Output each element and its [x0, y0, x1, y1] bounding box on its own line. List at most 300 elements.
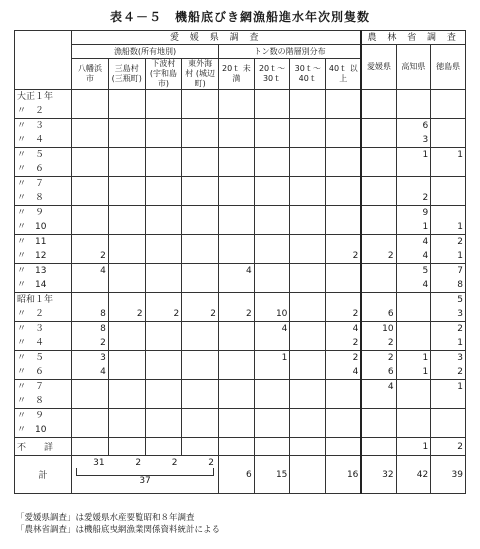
- data-cell: [431, 293, 466, 322]
- cell-value: [257, 409, 288, 423]
- cell-value: [399, 307, 429, 321]
- cell-value: 2: [100, 251, 106, 261]
- cell-value: [74, 133, 106, 147]
- cell-value: [111, 148, 143, 162]
- cell-value: [111, 220, 143, 234]
- table-row: [15, 177, 466, 206]
- year-label: 大正１年: [17, 92, 54, 102]
- data-cell: [219, 235, 255, 264]
- cell-value: [148, 90, 180, 104]
- data-cell: [431, 264, 466, 293]
- cell-value: 4: [100, 266, 106, 276]
- data-cell: [361, 235, 396, 264]
- cell-value: [433, 162, 463, 176]
- cell-value: [328, 162, 358, 176]
- cell-value: 4: [422, 237, 429, 247]
- year-label: 〃 ７: [17, 179, 45, 189]
- cell-value: [257, 104, 288, 118]
- data-cell: [145, 119, 182, 148]
- group-norin-header: 農 林 省 調 査: [361, 31, 465, 45]
- year-label: 〃 14: [17, 280, 47, 290]
- unknown-cell: [182, 438, 219, 456]
- cell-value: [328, 409, 358, 423]
- data-cell: [182, 322, 219, 351]
- data-cell: [431, 206, 466, 235]
- owner-total-value: 2: [208, 458, 214, 468]
- data-cell: [326, 322, 362, 351]
- cell-value: [184, 133, 216, 147]
- data-cell: [182, 148, 219, 177]
- cell-value: 10: [382, 324, 394, 334]
- data-cell: [326, 293, 362, 322]
- data-cell: [326, 148, 362, 177]
- cell-value: [433, 90, 463, 104]
- cell-value: [292, 278, 323, 292]
- cell-value: [221, 235, 252, 249]
- cell-value: 10: [275, 309, 288, 319]
- unknown-label: 不 詳: [15, 438, 72, 456]
- data-cell: [182, 351, 219, 380]
- cell-value: [184, 336, 216, 350]
- cell-value: 2: [457, 367, 463, 377]
- data-cell: [145, 322, 182, 351]
- data-cell: [396, 351, 431, 380]
- cell-value: [257, 162, 288, 176]
- cell-value: 6: [387, 309, 394, 319]
- table-row: [15, 293, 466, 322]
- data-cell: [145, 90, 182, 119]
- table-row: [15, 322, 466, 351]
- cell-value: 2: [387, 353, 394, 363]
- cell-value: [364, 162, 393, 176]
- data-cell: [182, 119, 219, 148]
- data-cell: [254, 380, 290, 409]
- year-label-cell: [15, 293, 72, 322]
- cell-value: [184, 394, 216, 408]
- cell-value: [111, 235, 143, 249]
- cell-value: [433, 177, 463, 191]
- data-cell: [219, 264, 255, 293]
- cell-value: [399, 322, 429, 336]
- data-cell: [361, 119, 396, 148]
- cell-value: [328, 394, 358, 408]
- cell-value: 9: [422, 208, 429, 218]
- cell-value: [148, 148, 180, 162]
- data-cell: [290, 148, 326, 177]
- cell-value: [148, 293, 180, 307]
- cell-value: [364, 235, 393, 249]
- data-cell: [254, 177, 290, 206]
- cell-value: [433, 191, 463, 205]
- cell-value: [148, 162, 180, 176]
- footnote: 「農林省調査」は機船底曳網漁業関係資料統計による: [16, 525, 221, 535]
- cell-value: [111, 90, 143, 104]
- data-cell: [108, 119, 145, 148]
- data-cell: [219, 293, 255, 322]
- cell-value: [399, 162, 429, 176]
- cell-value: [292, 409, 323, 423]
- data-cell: [219, 90, 255, 119]
- year-label: 〃 ３: [17, 121, 45, 131]
- cell-value: [328, 278, 358, 292]
- cell-value: 1: [422, 222, 429, 232]
- year-label: 〃 ２: [17, 106, 45, 116]
- cell-value: 2: [422, 193, 429, 203]
- year-label-cell: [15, 380, 72, 409]
- data-cell: [182, 409, 219, 438]
- cell-value: [257, 148, 288, 162]
- year-label: 〃 ２: [17, 309, 45, 319]
- cell-value: [221, 90, 252, 104]
- cell-value: [184, 104, 216, 118]
- cell-value: 4: [422, 280, 429, 290]
- cell-value: [292, 394, 323, 408]
- cell-value: [111, 177, 143, 191]
- cell-value: 1: [457, 251, 463, 261]
- cell-value: [111, 133, 143, 147]
- cell-value: [148, 235, 180, 249]
- cell-value: 6: [422, 121, 429, 131]
- cell-value: [221, 293, 252, 307]
- data-cell: [431, 380, 466, 409]
- cell-value: [221, 191, 252, 205]
- data-cell: [182, 264, 219, 293]
- data-cell: [182, 380, 219, 409]
- cell-value: [364, 119, 393, 133]
- cell-value: [292, 220, 323, 234]
- cell-value: 3: [100, 353, 106, 363]
- cell-value: [148, 104, 180, 118]
- cell-value: [221, 423, 252, 437]
- data-cell: [145, 235, 182, 264]
- cell-value: [221, 336, 252, 350]
- data-cell: [290, 409, 326, 438]
- ton-subheader: トン数の階層別分布: [219, 45, 362, 59]
- data-cell: [108, 409, 145, 438]
- cell-value: [111, 336, 143, 350]
- cell-value: [364, 104, 393, 118]
- cell-value: [148, 278, 180, 292]
- cell-value: [257, 206, 288, 220]
- data-cell: [219, 206, 255, 235]
- vessel-table: [14, 30, 466, 494]
- cell-value: [221, 119, 252, 133]
- year-label-cell: [15, 206, 72, 235]
- cell-value: [148, 191, 180, 205]
- cell-value: [257, 133, 288, 147]
- cell-value: [292, 90, 323, 104]
- data-cell: [396, 322, 431, 351]
- data-cell: [182, 90, 219, 119]
- ton-total-value: 16: [326, 456, 362, 494]
- owner-subheader: 漁船数(所有地別): [72, 45, 219, 59]
- data-cell: [326, 235, 362, 264]
- data-cell: [254, 119, 290, 148]
- data-cell: [396, 264, 431, 293]
- cell-value: [221, 177, 252, 191]
- cell-value: [111, 249, 143, 263]
- norin-col-header: 愛媛県: [361, 45, 396, 90]
- cell-value: 2: [352, 338, 359, 348]
- cell-value: [184, 249, 216, 263]
- owner-col-header: 東外海村 (城辺町): [182, 59, 219, 90]
- year-label: 〃 10: [17, 425, 47, 435]
- data-cell: [219, 380, 255, 409]
- data-cell: [361, 322, 396, 351]
- cell-value: [184, 365, 216, 379]
- cell-value: [257, 191, 288, 205]
- cell-value: [257, 119, 288, 133]
- cell-value: [221, 322, 252, 336]
- norin-col-header: 徳島県: [431, 45, 466, 90]
- cell-value: [111, 278, 143, 292]
- table-row: [15, 90, 466, 119]
- unknown-cell: [145, 438, 182, 456]
- cell-value: 4: [100, 367, 106, 377]
- cell-value: 2: [173, 309, 180, 319]
- cell-value: [184, 206, 216, 220]
- data-cell: [254, 322, 290, 351]
- cell-value: [292, 162, 323, 176]
- cell-value: [221, 249, 252, 263]
- data-cell: [290, 177, 326, 206]
- data-cell: [254, 235, 290, 264]
- data-cell: [72, 264, 109, 293]
- cell-value: [257, 394, 288, 408]
- unknown-cell: 1: [396, 438, 431, 456]
- unknown-cell: [361, 438, 396, 456]
- year-label-cell: [15, 119, 72, 148]
- cell-value: [148, 365, 180, 379]
- data-cell: [361, 206, 396, 235]
- data-cell: [145, 206, 182, 235]
- cell-value: [292, 293, 323, 307]
- year-label: 〃 ９: [17, 411, 45, 421]
- data-cell: [361, 409, 396, 438]
- cell-value: [292, 177, 323, 191]
- year-label-cell: [15, 351, 72, 380]
- cell-value: [364, 409, 393, 423]
- data-cell: [72, 293, 109, 322]
- data-cell: [108, 148, 145, 177]
- cell-value: [328, 380, 358, 394]
- owner-col-header: 八幡浜市: [72, 59, 109, 90]
- cell-value: [364, 278, 393, 292]
- table-row: [15, 206, 466, 235]
- cell-value: [221, 104, 252, 118]
- cell-value: 2: [136, 309, 143, 319]
- cell-value: [399, 423, 429, 437]
- table-row: [15, 148, 466, 177]
- cell-value: [111, 264, 143, 278]
- data-cell: [145, 177, 182, 206]
- cell-value: [74, 148, 106, 162]
- cell-value: [292, 336, 323, 350]
- cell-value: 8: [100, 324, 106, 334]
- unknown-cell: [326, 438, 362, 456]
- data-cell: [326, 264, 362, 293]
- cell-value: [111, 191, 143, 205]
- data-cell: [145, 293, 182, 322]
- year-label: 〃 ６: [17, 367, 45, 377]
- owner-total-value: 2: [171, 458, 178, 468]
- cell-value: 4: [352, 367, 359, 377]
- norin-total-value: 32: [361, 456, 396, 494]
- cell-value: [74, 104, 106, 118]
- data-cell: [290, 293, 326, 322]
- year-label-cell: [15, 177, 72, 206]
- data-cell: [182, 177, 219, 206]
- cell-value: [328, 423, 358, 437]
- cell-value: [221, 394, 252, 408]
- cell-value: [111, 322, 143, 336]
- year-label-cell: [15, 322, 72, 351]
- unknown-cell: [290, 438, 326, 456]
- ton-col-header: 20ｔ～ 30ｔ: [254, 59, 290, 90]
- cell-value: [111, 119, 143, 133]
- cell-value: [399, 380, 429, 394]
- cell-value: [433, 104, 463, 118]
- cell-value: [257, 293, 288, 307]
- cell-value: [328, 177, 358, 191]
- total-label: 計: [15, 456, 72, 494]
- cell-value: [221, 206, 252, 220]
- cell-value: [364, 423, 393, 437]
- year-label: 〃 10: [17, 222, 47, 232]
- cell-value: [328, 264, 358, 278]
- cell-value: [257, 380, 288, 394]
- cell-value: [74, 191, 106, 205]
- cell-value: [184, 380, 216, 394]
- cell-value: 3: [457, 353, 463, 363]
- data-cell: [290, 235, 326, 264]
- cell-value: [328, 191, 358, 205]
- cell-value: 4: [387, 382, 394, 392]
- cell-value: [292, 235, 323, 249]
- cell-value: [364, 293, 393, 307]
- cell-value: [364, 394, 393, 408]
- data-cell: [326, 119, 362, 148]
- data-cell: [361, 380, 396, 409]
- table-row: [15, 409, 466, 438]
- cell-value: 2: [352, 309, 359, 319]
- data-cell: [396, 235, 431, 264]
- cell-value: [74, 90, 106, 104]
- cell-value: [148, 177, 180, 191]
- year-label: 〃 ６: [17, 164, 45, 174]
- table-title: 表４－５ 機船底びき網漁船進水年次別隻数: [109, 10, 370, 24]
- cell-value: 1: [457, 150, 463, 160]
- cell-value: [148, 206, 180, 220]
- cell-value: 8: [100, 309, 106, 319]
- cell-value: [328, 206, 358, 220]
- cell-value: [111, 293, 143, 307]
- cell-value: [74, 409, 106, 423]
- cell-value: [292, 307, 323, 321]
- data-cell: [145, 148, 182, 177]
- cell-value: [184, 148, 216, 162]
- cell-value: [292, 351, 323, 365]
- data-cell: [219, 409, 255, 438]
- cell-value: 2: [210, 309, 216, 319]
- cell-value: [433, 133, 463, 147]
- cell-value: [433, 394, 463, 408]
- data-cell: [396, 380, 431, 409]
- year-label: 〃 ９: [17, 208, 45, 218]
- cell-value: [364, 220, 393, 234]
- cell-value: 5: [457, 295, 463, 305]
- ton-total-value: 15: [254, 456, 290, 494]
- data-cell: [396, 206, 431, 235]
- cell-value: [257, 365, 288, 379]
- cell-value: [184, 278, 216, 292]
- unknown-cell: [254, 438, 290, 456]
- cell-value: [148, 249, 180, 263]
- norin-col-header: 高知県: [396, 45, 431, 90]
- data-cell: [182, 293, 219, 322]
- cell-value: 1: [422, 150, 429, 160]
- data-cell: [431, 409, 466, 438]
- cell-value: 4: [352, 324, 359, 334]
- data-cell: [72, 235, 109, 264]
- data-cell: [254, 148, 290, 177]
- cell-value: 1: [422, 353, 429, 363]
- cell-value: 1: [457, 222, 463, 232]
- data-cell: [290, 119, 326, 148]
- data-cell: [290, 380, 326, 409]
- cell-value: [148, 336, 180, 350]
- data-cell: [108, 351, 145, 380]
- cell-value: [74, 162, 106, 176]
- data-cell: [431, 351, 466, 380]
- cell-value: [184, 235, 216, 249]
- cell-value: [433, 423, 463, 437]
- cell-value: [184, 119, 216, 133]
- year-label: 〃 13: [17, 266, 47, 276]
- year-label-cell: [15, 409, 72, 438]
- data-cell: [361, 351, 396, 380]
- data-cell: [396, 409, 431, 438]
- unknown-cell: [219, 438, 255, 456]
- data-cell: [145, 409, 182, 438]
- cell-value: [111, 394, 143, 408]
- data-cell: [108, 177, 145, 206]
- data-cell: [361, 148, 396, 177]
- data-cell: [182, 235, 219, 264]
- cell-value: [148, 264, 180, 278]
- cell-value: 6: [387, 367, 394, 377]
- ton-col-header: 30ｔ～ 40ｔ: [290, 59, 326, 90]
- year-label-cell: [15, 264, 72, 293]
- year-label: 〃 12: [17, 251, 47, 261]
- cell-value: [292, 133, 323, 147]
- cell-value: [74, 206, 106, 220]
- cell-value: [257, 249, 288, 263]
- cell-value: [433, 409, 463, 423]
- year-label: 〃 ５: [17, 150, 45, 160]
- cell-value: [74, 394, 106, 408]
- cell-value: 2: [457, 237, 463, 247]
- data-cell: [254, 90, 290, 119]
- ton-col-header: 40ｔ 以上: [326, 59, 362, 90]
- cell-value: 4: [422, 251, 429, 261]
- cell-value: [111, 351, 143, 365]
- cell-value: [148, 423, 180, 437]
- cell-value: [74, 119, 106, 133]
- data-cell: [108, 206, 145, 235]
- cell-value: [257, 220, 288, 234]
- cell-value: 8: [457, 280, 463, 290]
